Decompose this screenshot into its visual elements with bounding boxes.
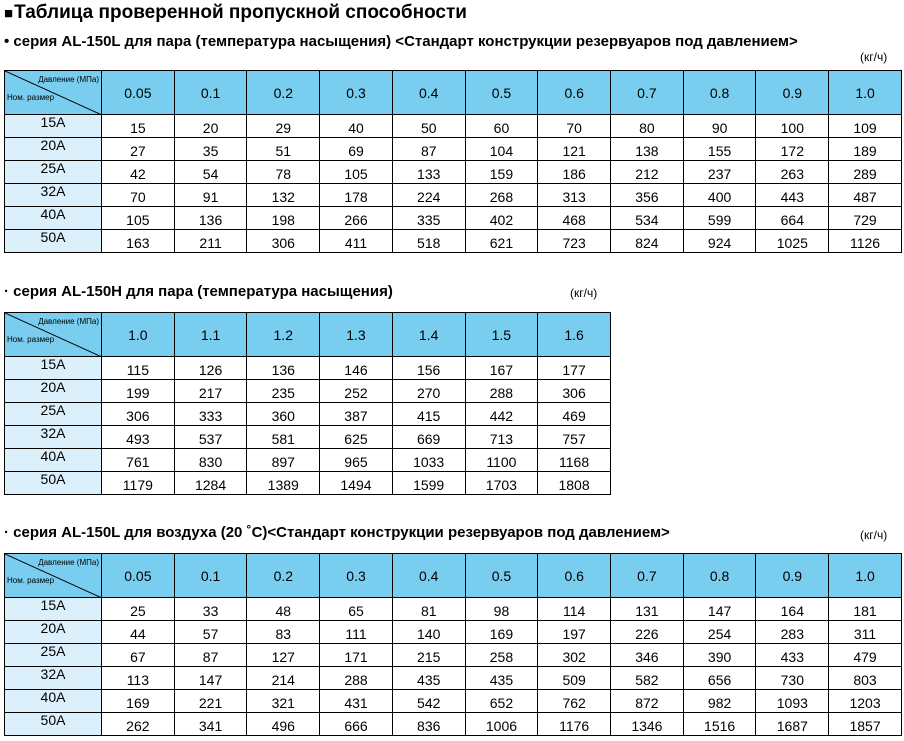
value-cell: 479 bbox=[829, 644, 902, 667]
value-cell: 83 bbox=[247, 621, 320, 644]
table-row bbox=[5, 472, 611, 495]
value-cell: 542 bbox=[392, 690, 465, 713]
value-cell: 830 bbox=[174, 449, 247, 472]
value-cell: 1494 bbox=[320, 472, 393, 495]
value-cell: 313 bbox=[538, 184, 611, 207]
table-row bbox=[5, 357, 611, 380]
table-row bbox=[5, 713, 902, 736]
size-axis-label: Ном. размер bbox=[7, 576, 55, 585]
value-cell: 90 bbox=[683, 115, 756, 138]
value-cell: 263 bbox=[756, 161, 829, 184]
value-cell: 729 bbox=[829, 207, 902, 230]
value-cell: 1025 bbox=[756, 230, 829, 253]
value-cell: 469 bbox=[538, 403, 611, 426]
value-cell: 25 bbox=[102, 598, 175, 621]
value-cell: 42 bbox=[102, 161, 175, 184]
value-cell: 114 bbox=[538, 598, 611, 621]
value-cell: 189 bbox=[829, 138, 902, 161]
size-cell: 15A bbox=[5, 357, 102, 380]
value-cell: 1389 bbox=[247, 472, 320, 495]
value-cell: 57 bbox=[174, 621, 247, 644]
value-cell: 411 bbox=[320, 230, 393, 253]
value-cell: 132 bbox=[247, 184, 320, 207]
pressure-header: 0.8 bbox=[683, 71, 756, 115]
value-cell: 757 bbox=[538, 426, 611, 449]
table-1 bbox=[4, 70, 902, 253]
value-cell: 167 bbox=[465, 357, 538, 380]
pressure-header: 0.7 bbox=[611, 71, 684, 115]
corner-cell bbox=[5, 71, 102, 115]
value-cell: 599 bbox=[683, 207, 756, 230]
value-cell: 266 bbox=[320, 207, 393, 230]
value-cell: 87 bbox=[392, 138, 465, 161]
value-cell: 35 bbox=[174, 138, 247, 161]
value-cell: 131 bbox=[611, 598, 684, 621]
value-cell: 169 bbox=[102, 690, 175, 713]
value-cell: 121 bbox=[538, 138, 611, 161]
value-cell: 54 bbox=[174, 161, 247, 184]
value-cell: 60 bbox=[465, 115, 538, 138]
table-row bbox=[5, 690, 902, 713]
value-cell: 262 bbox=[102, 713, 175, 736]
value-cell: 109 bbox=[829, 115, 902, 138]
size-cell: 50A bbox=[5, 230, 102, 253]
pressure-header: 0.6 bbox=[538, 554, 611, 598]
value-cell: 625 bbox=[320, 426, 393, 449]
size-cell: 32A bbox=[5, 426, 102, 449]
value-cell: 80 bbox=[611, 115, 684, 138]
value-cell: 198 bbox=[247, 207, 320, 230]
table-3-unit: (кг/ч) bbox=[860, 528, 888, 542]
value-cell: 762 bbox=[538, 690, 611, 713]
header-row bbox=[5, 554, 902, 598]
table-row bbox=[5, 644, 902, 667]
table-1-unit: (кг/ч) bbox=[860, 50, 888, 64]
value-cell: 1179 bbox=[102, 472, 175, 495]
value-cell: 155 bbox=[683, 138, 756, 161]
value-cell: 431 bbox=[320, 690, 393, 713]
value-cell: 761 bbox=[102, 449, 175, 472]
table-row bbox=[5, 598, 902, 621]
value-cell: 390 bbox=[683, 644, 756, 667]
pressure-header: 0.9 bbox=[756, 554, 829, 598]
value-cell: 270 bbox=[392, 380, 465, 403]
value-cell: 341 bbox=[174, 713, 247, 736]
value-cell: 306 bbox=[247, 230, 320, 253]
value-cell: 70 bbox=[102, 184, 175, 207]
size-cell: 32A bbox=[5, 184, 102, 207]
value-cell: 621 bbox=[465, 230, 538, 253]
value-cell: 147 bbox=[174, 667, 247, 690]
value-cell: 15 bbox=[102, 115, 175, 138]
value-cell: 51 bbox=[247, 138, 320, 161]
value-cell: 824 bbox=[611, 230, 684, 253]
value-cell: 127 bbox=[247, 644, 320, 667]
value-cell: 537 bbox=[174, 426, 247, 449]
value-cell: 126 bbox=[174, 357, 247, 380]
value-cell: 27 bbox=[102, 138, 175, 161]
size-cell: 50A bbox=[5, 713, 102, 736]
value-cell: 1703 bbox=[465, 472, 538, 495]
value-cell: 235 bbox=[247, 380, 320, 403]
table-row bbox=[5, 380, 611, 403]
value-cell: 211 bbox=[174, 230, 247, 253]
pressure-axis-label: Давление (МПа) bbox=[38, 75, 99, 84]
value-cell: 159 bbox=[465, 161, 538, 184]
value-cell: 518 bbox=[392, 230, 465, 253]
value-cell: 982 bbox=[683, 690, 756, 713]
value-cell: 1033 bbox=[392, 449, 465, 472]
pressure-header: 1.0 bbox=[829, 71, 902, 115]
value-cell: 1100 bbox=[465, 449, 538, 472]
pressure-header: 1.3 bbox=[320, 313, 393, 357]
size-cell: 20A bbox=[5, 621, 102, 644]
value-cell: 115 bbox=[102, 357, 175, 380]
value-cell: 289 bbox=[829, 161, 902, 184]
value-cell: 433 bbox=[756, 644, 829, 667]
value-cell: 321 bbox=[247, 690, 320, 713]
value-cell: 581 bbox=[247, 426, 320, 449]
table-1-heading: • серия AL-150L для пара (температура насыщения) <Стандарт конструкции резервуаров под давлением> bbox=[4, 33, 798, 50]
value-cell: 356 bbox=[611, 184, 684, 207]
value-cell: 1168 bbox=[538, 449, 611, 472]
value-cell: 163 bbox=[102, 230, 175, 253]
value-cell: 215 bbox=[392, 644, 465, 667]
size-axis-label: Ном. размер bbox=[7, 335, 55, 344]
value-cell: 872 bbox=[611, 690, 684, 713]
table-row bbox=[5, 667, 902, 690]
value-cell: 400 bbox=[683, 184, 756, 207]
value-cell: 254 bbox=[683, 621, 756, 644]
value-cell: 803 bbox=[829, 667, 902, 690]
value-cell: 1284 bbox=[174, 472, 247, 495]
pressure-header: 0.4 bbox=[392, 554, 465, 598]
size-cell: 25A bbox=[5, 403, 102, 426]
value-cell: 1093 bbox=[756, 690, 829, 713]
pressure-header: 0.1 bbox=[174, 554, 247, 598]
pressure-header: 0.2 bbox=[247, 71, 320, 115]
value-cell: 100 bbox=[756, 115, 829, 138]
value-cell: 435 bbox=[392, 667, 465, 690]
value-cell: 534 bbox=[611, 207, 684, 230]
value-cell: 333 bbox=[174, 403, 247, 426]
value-cell: 177 bbox=[538, 357, 611, 380]
value-cell: 147 bbox=[683, 598, 756, 621]
value-cell: 468 bbox=[538, 207, 611, 230]
value-cell: 306 bbox=[538, 380, 611, 403]
size-cell: 15A bbox=[5, 598, 102, 621]
value-cell: 306 bbox=[102, 403, 175, 426]
value-cell: 1346 bbox=[611, 713, 684, 736]
pressure-header: 1.0 bbox=[102, 313, 175, 357]
table-row bbox=[5, 115, 902, 138]
value-cell: 156 bbox=[392, 357, 465, 380]
value-cell: 288 bbox=[320, 667, 393, 690]
value-cell: 20 bbox=[174, 115, 247, 138]
value-cell: 442 bbox=[465, 403, 538, 426]
value-cell: 1599 bbox=[392, 472, 465, 495]
value-cell: 836 bbox=[392, 713, 465, 736]
value-cell: 181 bbox=[829, 598, 902, 621]
value-cell: 1203 bbox=[829, 690, 902, 713]
value-cell: 212 bbox=[611, 161, 684, 184]
value-cell: 387 bbox=[320, 403, 393, 426]
pressure-header: 1.6 bbox=[538, 313, 611, 357]
table-row bbox=[5, 184, 902, 207]
value-cell: 402 bbox=[465, 207, 538, 230]
value-cell: 98 bbox=[465, 598, 538, 621]
pressure-header: 0.8 bbox=[683, 554, 756, 598]
table-row bbox=[5, 449, 611, 472]
pressure-header: 0.3 bbox=[320, 71, 393, 115]
value-cell: 496 bbox=[247, 713, 320, 736]
value-cell: 656 bbox=[683, 667, 756, 690]
value-cell: 335 bbox=[392, 207, 465, 230]
size-cell: 40A bbox=[5, 690, 102, 713]
pressure-header: 1.5 bbox=[465, 313, 538, 357]
pressure-axis-label: Давление (МПа) bbox=[38, 558, 99, 567]
value-cell: 493 bbox=[102, 426, 175, 449]
value-cell: 252 bbox=[320, 380, 393, 403]
value-cell: 50 bbox=[392, 115, 465, 138]
table-row bbox=[5, 426, 611, 449]
value-cell: 164 bbox=[756, 598, 829, 621]
value-cell: 136 bbox=[174, 207, 247, 230]
value-cell: 669 bbox=[392, 426, 465, 449]
value-cell: 199 bbox=[102, 380, 175, 403]
value-cell: 360 bbox=[247, 403, 320, 426]
size-cell: 15A bbox=[5, 115, 102, 138]
table-row bbox=[5, 138, 902, 161]
value-cell: 136 bbox=[247, 357, 320, 380]
pressure-header: 0.05 bbox=[102, 554, 175, 598]
table-3 bbox=[4, 553, 902, 736]
table-2-heading: · серия AL-150H для пара (температура насыщения) bbox=[4, 283, 393, 300]
size-cell: 20A bbox=[5, 380, 102, 403]
value-cell: 105 bbox=[102, 207, 175, 230]
table-row bbox=[5, 230, 902, 253]
value-cell: 221 bbox=[174, 690, 247, 713]
value-cell: 140 bbox=[392, 621, 465, 644]
value-cell: 111 bbox=[320, 621, 393, 644]
value-cell: 730 bbox=[756, 667, 829, 690]
size-cell: 50A bbox=[5, 472, 102, 495]
page-title-text: Таблица проверенной пропускной способности bbox=[14, 2, 467, 23]
pressure-header: 0.4 bbox=[392, 71, 465, 115]
value-cell: 113 bbox=[102, 667, 175, 690]
value-cell: 40 bbox=[320, 115, 393, 138]
value-cell: 1126 bbox=[829, 230, 902, 253]
size-axis-label: Ном. размер bbox=[7, 93, 55, 102]
value-cell: 288 bbox=[465, 380, 538, 403]
pressure-header: 0.05 bbox=[102, 71, 175, 115]
value-cell: 258 bbox=[465, 644, 538, 667]
value-cell: 346 bbox=[611, 644, 684, 667]
value-cell: 44 bbox=[102, 621, 175, 644]
value-cell: 81 bbox=[392, 598, 465, 621]
value-cell: 48 bbox=[247, 598, 320, 621]
value-cell: 104 bbox=[465, 138, 538, 161]
value-cell: 70 bbox=[538, 115, 611, 138]
value-cell: 226 bbox=[611, 621, 684, 644]
value-cell: 652 bbox=[465, 690, 538, 713]
table-2 bbox=[4, 312, 611, 495]
pressure-header: 0.9 bbox=[756, 71, 829, 115]
pressure-header: 1.0 bbox=[829, 554, 902, 598]
table-row bbox=[5, 207, 902, 230]
value-cell: 178 bbox=[320, 184, 393, 207]
pressure-header: 0.6 bbox=[538, 71, 611, 115]
value-cell: 415 bbox=[392, 403, 465, 426]
pressure-header: 1.4 bbox=[392, 313, 465, 357]
value-cell: 897 bbox=[247, 449, 320, 472]
value-cell: 29 bbox=[247, 115, 320, 138]
value-cell: 1516 bbox=[683, 713, 756, 736]
value-cell: 723 bbox=[538, 230, 611, 253]
value-cell: 214 bbox=[247, 667, 320, 690]
value-cell: 1808 bbox=[538, 472, 611, 495]
value-cell: 69 bbox=[320, 138, 393, 161]
pressure-header: 0.5 bbox=[465, 71, 538, 115]
value-cell: 65 bbox=[320, 598, 393, 621]
value-cell: 105 bbox=[320, 161, 393, 184]
corner-cell bbox=[5, 554, 102, 598]
value-cell: 78 bbox=[247, 161, 320, 184]
value-cell: 443 bbox=[756, 184, 829, 207]
size-cell: 20A bbox=[5, 138, 102, 161]
value-cell: 33 bbox=[174, 598, 247, 621]
value-cell: 224 bbox=[392, 184, 465, 207]
pressure-header: 0.5 bbox=[465, 554, 538, 598]
value-cell: 186 bbox=[538, 161, 611, 184]
value-cell: 146 bbox=[320, 357, 393, 380]
value-cell: 91 bbox=[174, 184, 247, 207]
value-cell: 713 bbox=[465, 426, 538, 449]
value-cell: 1687 bbox=[756, 713, 829, 736]
size-cell: 32A bbox=[5, 667, 102, 690]
pressure-header: 0.3 bbox=[320, 554, 393, 598]
pressure-axis-label: Давление (МПа) bbox=[38, 317, 99, 326]
value-cell: 133 bbox=[392, 161, 465, 184]
value-cell: 924 bbox=[683, 230, 756, 253]
value-cell: 1176 bbox=[538, 713, 611, 736]
value-cell: 582 bbox=[611, 667, 684, 690]
value-cell: 283 bbox=[756, 621, 829, 644]
pressure-header: 0.7 bbox=[611, 554, 684, 598]
square-marker-icon: ■ bbox=[4, 5, 14, 22]
table-row bbox=[5, 161, 902, 184]
value-cell: 664 bbox=[756, 207, 829, 230]
table-row bbox=[5, 403, 611, 426]
pressure-header: 0.1 bbox=[174, 71, 247, 115]
size-cell: 25A bbox=[5, 161, 102, 184]
value-cell: 217 bbox=[174, 380, 247, 403]
header-row bbox=[5, 71, 902, 115]
value-cell: 138 bbox=[611, 138, 684, 161]
value-cell: 666 bbox=[320, 713, 393, 736]
corner-cell bbox=[5, 313, 102, 357]
value-cell: 509 bbox=[538, 667, 611, 690]
value-cell: 172 bbox=[756, 138, 829, 161]
value-cell: 67 bbox=[102, 644, 175, 667]
pressure-header: 1.2 bbox=[247, 313, 320, 357]
value-cell: 87 bbox=[174, 644, 247, 667]
value-cell: 197 bbox=[538, 621, 611, 644]
value-cell: 171 bbox=[320, 644, 393, 667]
value-cell: 1857 bbox=[829, 713, 902, 736]
value-cell: 435 bbox=[465, 667, 538, 690]
pressure-header: 1.1 bbox=[174, 313, 247, 357]
value-cell: 487 bbox=[829, 184, 902, 207]
size-cell: 40A bbox=[5, 207, 102, 230]
value-cell: 237 bbox=[683, 161, 756, 184]
value-cell: 965 bbox=[320, 449, 393, 472]
table-3-heading: · серия AL-150L для воздуха (20 ˚C)<Стандарт конструкции резервуаров под давлением> bbox=[4, 524, 670, 541]
page-title bbox=[4, 2, 467, 24]
table-row bbox=[5, 621, 902, 644]
value-cell: 311 bbox=[829, 621, 902, 644]
size-cell: 40A bbox=[5, 449, 102, 472]
value-cell: 169 bbox=[465, 621, 538, 644]
value-cell: 268 bbox=[465, 184, 538, 207]
value-cell: 1006 bbox=[465, 713, 538, 736]
size-cell: 25A bbox=[5, 644, 102, 667]
table-2-unit: (кг/ч) bbox=[570, 286, 598, 300]
header-row bbox=[5, 313, 611, 357]
pressure-header: 0.2 bbox=[247, 554, 320, 598]
value-cell: 302 bbox=[538, 644, 611, 667]
